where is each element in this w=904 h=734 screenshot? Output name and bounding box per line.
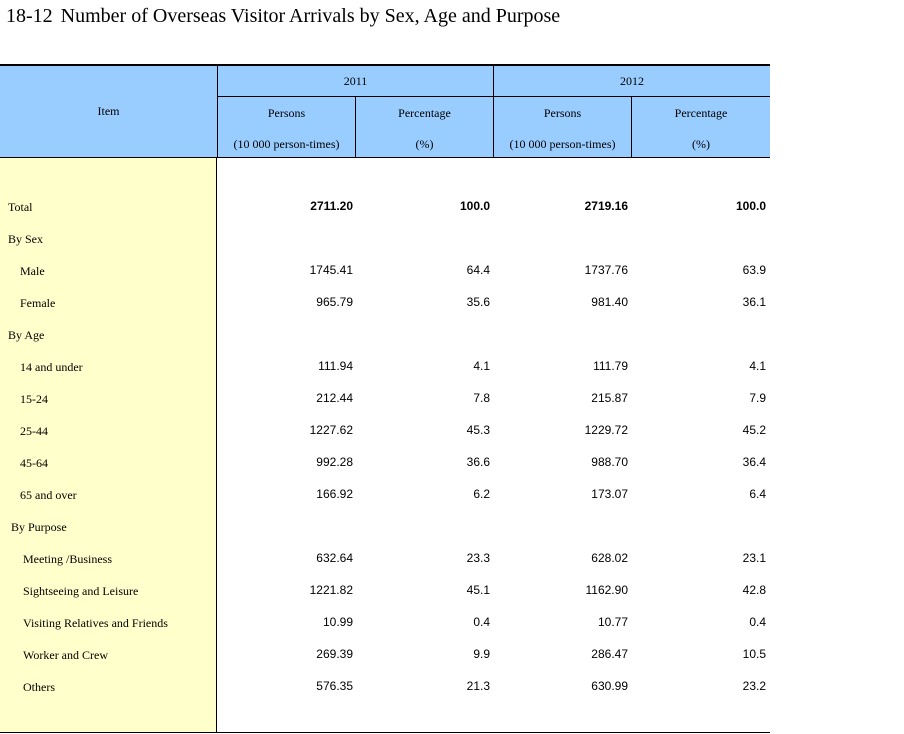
table-row [0, 414, 770, 446]
row-label: 45-64 [20, 456, 48, 470]
cell-persons-2012: 628.02 [591, 551, 628, 565]
cell-persons-2011: 10.99 [322, 615, 353, 629]
row-label: Visiting Relatives and Friends [23, 616, 168, 630]
cell-percentage-2012: 23.2 [742, 679, 766, 693]
persons-unit-2011: (10 000 person-times) [233, 137, 340, 151]
persons-header-2012: Persons [543, 106, 582, 120]
statistics-table [0, 64, 770, 733]
cell-percentage-2011: 4.1 [473, 359, 490, 373]
cell-percentage-2011: 7.8 [473, 391, 490, 405]
cell-persons-2012: 2719.16 [584, 199, 628, 213]
percentage-unit-2012: (%) [692, 137, 710, 151]
row-label: Female [20, 296, 56, 310]
table-row [0, 382, 770, 414]
cell-persons-2011: 111.94 [318, 359, 353, 373]
cell-percentage-2012: 7.9 [749, 391, 766, 405]
row-label: 14 and under [20, 360, 83, 374]
year-2012-header: 2012 [620, 74, 644, 88]
cell-persons-2012: 1737.76 [584, 263, 628, 277]
table-row [0, 318, 770, 350]
cell-percentage-2012: 36.4 [742, 455, 766, 469]
table-row [0, 542, 770, 574]
row-label: 65 and over [20, 488, 77, 502]
table-bottom-rule [0, 732, 770, 733]
cell-percentage-2011: 0.4 [473, 615, 490, 629]
cell-persons-2012: 111.79 [593, 359, 628, 373]
cell-persons-2012: 10.77 [597, 615, 628, 629]
cell-percentage-2011: 23.3 [466, 551, 490, 565]
section-label: By Purpose [11, 520, 67, 534]
row-label: Others [23, 680, 55, 694]
percentage-unit-2011: (%) [415, 137, 434, 151]
cell-persons-2012: 630.99 [591, 679, 628, 693]
percentage-header-2012: Percentage [674, 106, 728, 120]
table-row [0, 350, 770, 382]
item-header: Item [97, 104, 120, 118]
cell-percentage-2012: 4.1 [749, 359, 766, 373]
cell-persons-2011: 965.79 [316, 295, 353, 309]
cell-persons-2011: 992.28 [316, 455, 353, 469]
row-label: Sightseeing and Leisure [23, 584, 139, 598]
cell-persons-2011: 212.44 [316, 391, 353, 405]
cell-persons-2011: 632.64 [316, 551, 353, 565]
table-row [0, 606, 770, 638]
row-label: 15-24 [20, 392, 48, 406]
cell-percentage-2011: 9.9 [473, 647, 490, 661]
cell-percentage-2012: 6.4 [749, 487, 766, 501]
table-row [0, 446, 770, 478]
cell-percentage-2012: 63.9 [742, 263, 766, 277]
table-header [0, 64, 770, 158]
table-row [0, 510, 770, 542]
section-label: By Age [8, 328, 45, 342]
cell-persons-2012: 1162.90 [585, 583, 628, 597]
table-row [0, 222, 770, 254]
row-label: Worker and Crew [23, 648, 109, 662]
cell-percentage-2012: 23.1 [742, 551, 766, 565]
cell-persons-2011: 1745.41 [309, 263, 353, 277]
cell-persons-2012: 981.40 [591, 295, 628, 309]
cell-persons-2011: 166.92 [316, 487, 353, 501]
cell-persons-2012: 1229.72 [584, 423, 628, 437]
cell-percentage-2011: 36.6 [466, 455, 490, 469]
row-label: Total [8, 200, 33, 214]
cell-persons-2011: 1221.82 [309, 583, 353, 597]
page-title [6, 5, 560, 28]
cell-persons-2011: 269.39 [316, 647, 353, 661]
cell-persons-2012: 286.47 [591, 647, 628, 661]
row-label: Meeting /Business [23, 552, 112, 566]
table-row [0, 190, 770, 222]
cell-persons-2012: 215.87 [591, 391, 628, 405]
cell-persons-2011: 2711.20 [310, 199, 353, 213]
cell-percentage-2012: 36.1 [742, 295, 766, 309]
table-number: 18-12 [6, 5, 53, 27]
cell-percentage-2011: 21.3 [466, 679, 490, 693]
year-2011-header: 2011 [343, 74, 368, 88]
percentage-header-2011: Percentage [398, 106, 451, 120]
cell-percentage-2012: 100.0 [735, 199, 766, 213]
cell-percentage-2011: 64.4 [466, 263, 490, 277]
cell-percentage-2012: 45.2 [742, 423, 766, 437]
cell-persons-2011: 1227.62 [309, 423, 353, 437]
table-row [0, 670, 770, 702]
cell-percentage-2011: 6.2 [473, 487, 490, 501]
row-label: Male [20, 264, 45, 278]
persons-header-2011: Persons [267, 106, 306, 120]
row-label: 25-44 [20, 424, 48, 438]
cell-persons-2012: 173.07 [591, 487, 628, 501]
cell-percentage-2012: 42.8 [742, 583, 766, 597]
table-row [0, 286, 770, 318]
cell-persons-2011: 576.35 [316, 679, 353, 693]
table-row [0, 638, 770, 670]
table-row [0, 478, 770, 510]
cell-percentage-2012: 10.5 [742, 647, 766, 661]
persons-unit-2012: (10 000 person-times) [509, 137, 616, 151]
cell-percentage-2012: 0.4 [749, 615, 766, 629]
cell-persons-2012: 988.70 [591, 455, 628, 469]
cell-percentage-2011: 35.6 [466, 295, 490, 309]
section-label: By Sex [8, 232, 44, 246]
table-row [0, 574, 770, 606]
table-row [0, 254, 770, 286]
table-title: Number of Overseas Visitor Arrivals by Sex, Age and Purpose [60, 5, 561, 27]
cell-percentage-2011: 45.3 [466, 423, 490, 437]
cell-percentage-2011: 45.1 [466, 583, 490, 597]
cell-percentage-2011: 100.0 [459, 199, 490, 213]
